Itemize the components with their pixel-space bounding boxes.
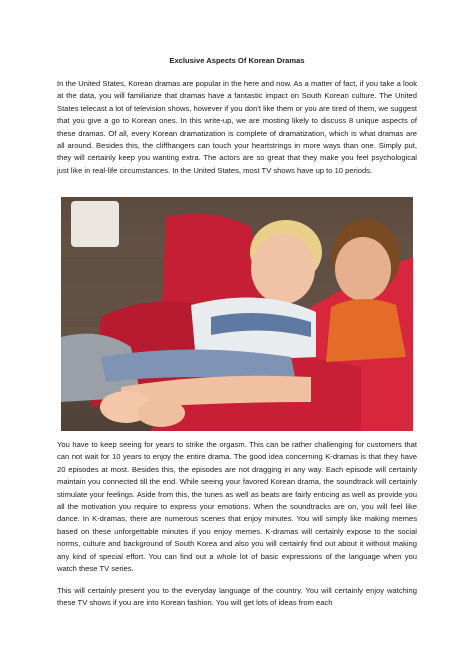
photo-two-children-on-red-cushions [61,197,413,431]
older-boy-face [335,237,391,301]
window-light [71,201,119,247]
document-title: Exclusive Aspects Of Korean Dramas [169,56,305,65]
photo-illustration [61,197,413,431]
older-boy-shirt [326,299,406,362]
younger-boy-face [251,234,315,304]
foot-right [137,399,185,427]
paragraph-3: This will certainly present you to the everyday language of the country. You will certainly enjoy watching these TV shows if you are into Korean fashion. You will get lots of ideas from each [57,586,417,608]
paragraph-1: In the United States, Korean dramas are popular in the here and now. As a matter of fact, if you take a look at the data, you will familiarize that dramas have a fantastic impact on South Korean culture. The United States telecast a lot of television shows, however if you don't like them or you are tired of them, we suggest that you give a go to Korean ones. In this write-up, we are mosting likely to discuss 8 unique aspects of these dramas. Of all, every Korean dramatization is complete of dramatization, which is what dramas are all around. Besides this, the cliffhangers can touch your heartstrings in more ways than one. Simply put, they will certainly keep you wanting extra. The actors are so great that they make you feel psychological just like in real-life circumstances. In the United States, most TV shows have up to 10 periods. [57,79,417,175]
paragraph-2: You have to keep seeing for years to strike the orgasm. This can be rather challenging for customers that can not wait for 10 years to enjoy the entire drama. The good idea concerning K-dramas is that they have 20 episodes at most. Besides this, the episodes are not dragging in any way. Each episode will certainly maintain you connected till the end. While seeing your favored Korean drama, the soundtrack will certainly stimulate your feelings. Aside from this, the tunes as well as beats are fairly enticing as well as provide you all the motivation you require to express your emotions. When the soundtracks are on, you will feel like dance. In K-dramas, there are numerous scenes that enjoy minutes. You will simply like making memes based on these unforgettable minutes if you enjoy memes. K-dramas will certainly expose to the social norms, culture and background of South Korea and also you will certainly find out about it without making any kind of special effort. You can find out a whole lot of basic expressions of the language when you watch these TV series. [57,440,417,574]
